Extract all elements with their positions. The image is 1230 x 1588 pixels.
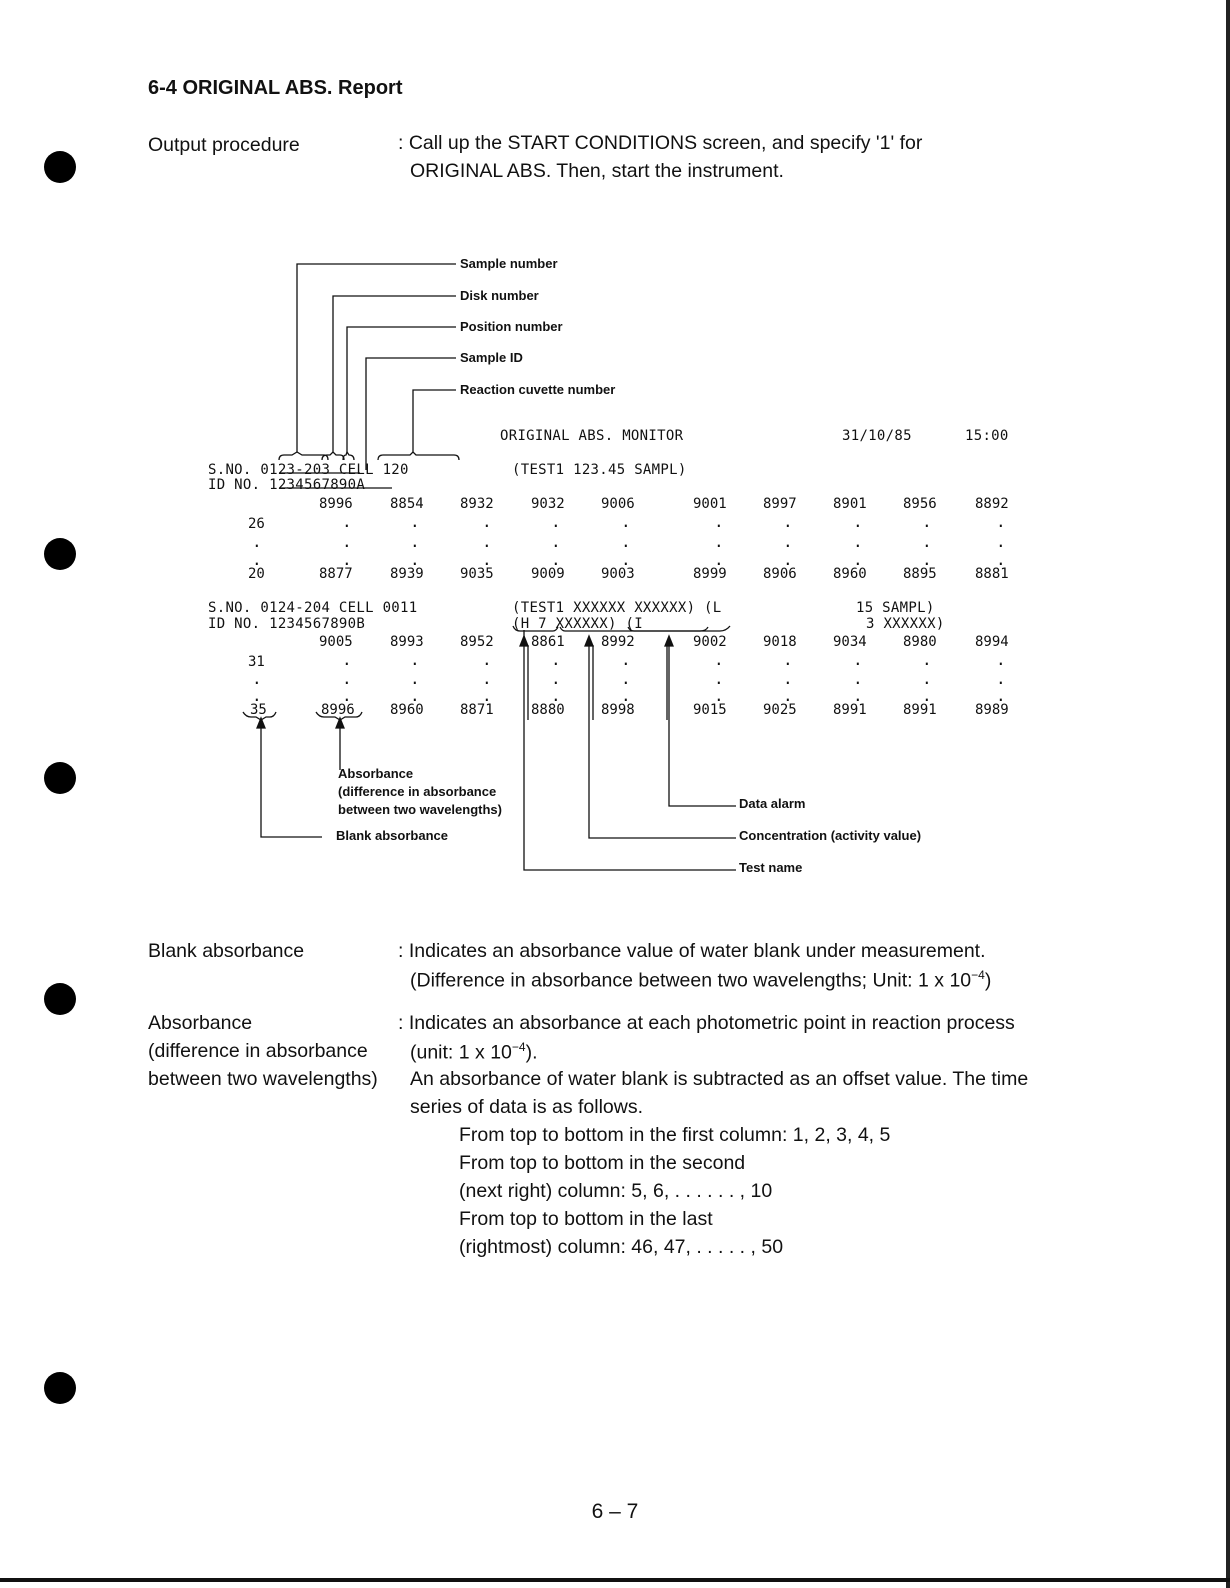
cell: 8952: [460, 634, 494, 650]
callout-blank-absorbance: Blank absorbance: [336, 828, 448, 843]
page-number: 6 – 7: [591, 1500, 639, 1523]
block2-blank-top: 31: [248, 654, 265, 670]
def-absorbance-line1: : Indicates an absorbance at each photometric point in reaction process: [398, 1012, 1015, 1034]
printout-header: ORIGINAL ABS. MONITOR: [500, 428, 684, 444]
cell: 9018: [763, 634, 797, 650]
block2-sno-line: S.NO. 0124-204 CELL 0011: [208, 600, 418, 616]
callout-sample-id: Sample ID: [460, 350, 523, 365]
cell: 8980: [903, 634, 937, 650]
def-absorbance-term3: between two wavelengths): [148, 1068, 378, 1090]
cell: 9002: [693, 634, 727, 650]
cell: 9032: [531, 496, 565, 512]
block2-test-line2-right: 3 XXXXXX): [866, 616, 945, 632]
cell: 9005: [319, 634, 353, 650]
def-absorbance-term2: (difference in absorbance: [148, 1040, 368, 1062]
def-absorbance-line7: (next right) column: 5, 6, . . . . . . , 10: [459, 1180, 773, 1202]
def-absorbance-line2: (unit: 1 x $10^{-4}$).: [410, 1040, 538, 1064]
cell: 9001: [693, 496, 727, 512]
cell: 8854: [390, 496, 424, 512]
cell: 8960: [390, 702, 424, 718]
def-absorbance-line6: From top to bottom in the second: [459, 1152, 746, 1174]
def-blank-line1: : Indicates an absorbance value of water blank under measurement.: [398, 940, 986, 962]
cell: 8999: [693, 566, 727, 582]
callout-test-name: Test name: [739, 860, 803, 875]
callout-disk-number: Disk number: [460, 288, 539, 303]
section-heading: 6-4 ORIGINAL ABS. Report: [148, 77, 403, 99]
cell: 8877: [319, 566, 353, 582]
output-procedure-line2: ORIGINAL ABS. Then, start the instrument.: [410, 160, 784, 182]
cell: 8996: [319, 496, 353, 512]
output-procedure-label: Output procedure: [148, 134, 300, 156]
output-procedure-line1: : Call up the START CONDITIONS screen, and specify '1' for: [398, 132, 923, 154]
callout-concentration: Concentration (activity value): [739, 828, 922, 843]
cell: 8880: [531, 702, 565, 718]
cell: 8871: [460, 702, 494, 718]
cell: 8991: [833, 702, 867, 718]
def-absorbance-line5: From top to bottom in the first column: 1, 2, 3, 4, 5: [459, 1124, 891, 1146]
cell: 9035: [460, 566, 494, 582]
block2-test-line-right: 15 SAMPL): [856, 600, 935, 616]
block1-blank-top: 26: [248, 516, 265, 532]
block1-sno-line: S.NO. 0123-203 CELL 120: [208, 462, 409, 478]
printout-time: 15:00: [965, 428, 1009, 444]
block1-test-line: (TEST1 123.45 SAMPL): [512, 462, 687, 478]
def-absorbance-term1: Absorbance: [148, 1012, 253, 1034]
cell: 8906: [763, 566, 797, 582]
block2-blank-bottom: 35: [250, 702, 267, 718]
block2-id-line: ID NO. 1234567890B: [208, 616, 366, 632]
cell: 9025: [763, 702, 797, 718]
callout-absorbance-l3: between two wavelengths): [338, 802, 502, 817]
cell: 8997: [763, 496, 797, 512]
cell: 8956: [903, 496, 937, 512]
cell: 8996: [321, 702, 355, 718]
cell: 9003: [601, 566, 635, 582]
cell: 9006: [601, 496, 635, 512]
cell: 8895: [903, 566, 937, 582]
cell: 9009: [531, 566, 565, 582]
cell: 8989: [975, 702, 1009, 718]
cell: 8998: [601, 702, 635, 718]
cell: 9034: [833, 634, 867, 650]
cell: 8994: [975, 634, 1009, 650]
cell: 8992: [601, 634, 635, 650]
callout-absorbance-l1: Absorbance: [338, 766, 414, 781]
cell: 8881: [975, 566, 1009, 582]
block1-blank-bottom: 20: [248, 566, 265, 582]
callout-sample-number: Sample number: [460, 256, 558, 271]
block2-test-line2: (H 7 XXXXXX) (I: [512, 616, 643, 632]
cell: 8892: [975, 496, 1009, 512]
callout-position-number: Position number: [460, 319, 563, 334]
def-absorbance-line4: series of data is as follows.: [410, 1096, 644, 1118]
cell: 8861: [531, 634, 565, 650]
callout-absorbance-l2: (difference in absorbance: [338, 784, 497, 799]
cell: 8960: [833, 566, 867, 582]
callout-data-alarm: Data alarm: [739, 796, 806, 811]
block1-id-line: ID NO. 1234567890A: [208, 477, 366, 493]
cell: 8932: [460, 496, 494, 512]
block2-test-line: (TEST1 XXXXXX XXXXXX) (L: [512, 600, 722, 616]
def-absorbance-line8: From top to bottom in the last: [459, 1208, 713, 1230]
printout-date: 31/10/85: [842, 428, 912, 444]
cell: 8993: [390, 634, 424, 650]
cell: 8991: [903, 702, 937, 718]
def-blank-term: Blank absorbance: [148, 940, 305, 962]
cell: 9015: [693, 702, 727, 718]
def-blank-line2: (Difference in absorbance between two wavelengths; Unit: 1 x $10^{-4}$): [410, 968, 992, 992]
cell: 8901: [833, 496, 867, 512]
def-absorbance-line3: An absorbance of water blank is subtracted as an offset value. The time: [410, 1068, 1029, 1090]
cell: 8939: [390, 566, 424, 582]
def-absorbance-line9: (rightmost) column: 46, 47, . . . . . , 50: [459, 1236, 784, 1258]
callout-reaction-cuvette-number: Reaction cuvette number: [460, 382, 616, 397]
